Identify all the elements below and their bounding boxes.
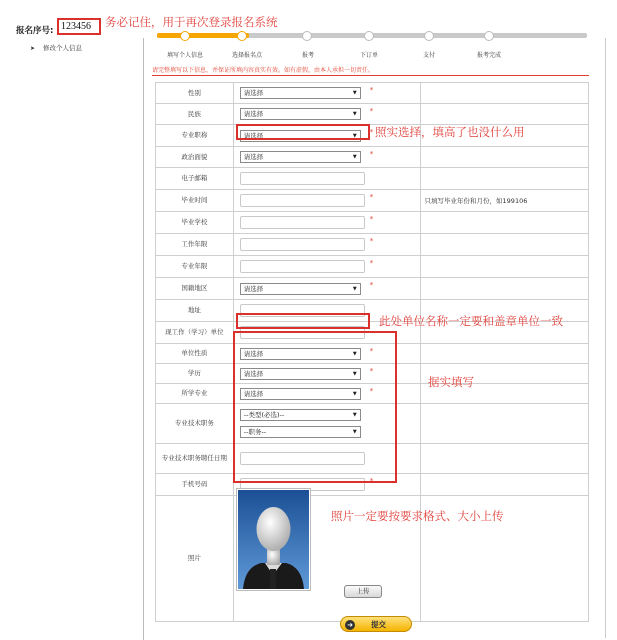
tech-type-select[interactable]: --类型(必选)-- ▼ <box>240 409 361 421</box>
nationality-select[interactable]: 请选择 ▼ <box>240 283 361 295</box>
caret-down-icon: ▼ <box>352 90 357 96</box>
step-dot-4 <box>364 31 374 41</box>
ethnicity-select[interactable]: 请选择 ▼ <box>240 108 361 120</box>
sidebar-edit-profile-link[interactable] <box>30 43 82 52</box>
arrow-right-icon: ➜ <box>345 620 355 630</box>
label-tech-date: 专业技术职务聘任日期 <box>156 444 234 474</box>
unit-type-select[interactable]: 请选择 ▼ <box>240 348 361 360</box>
caret-down-icon: ▼ <box>352 429 357 435</box>
caret-down-icon: ▼ <box>352 111 357 117</box>
title-select[interactable]: 请选择 ▼ <box>240 130 361 142</box>
step-dot-6 <box>484 31 494 41</box>
annotation-photo: 照片一定要按要求格式、大小上传 <box>331 509 504 523</box>
row-grad-school: 毕业学校 * <box>156 212 589 234</box>
step-label-5: 支付 <box>422 52 436 59</box>
steps-progress-fill <box>157 33 249 38</box>
major-select[interactable]: 请选择 ▼ <box>240 388 361 400</box>
row-education: 学历 请选择 ▼ * <box>156 364 589 384</box>
label-grad-time: 毕业时间 <box>156 190 234 212</box>
annotation-remember: 务必记住，用于再次登录报名系统 <box>105 15 278 29</box>
label-work-years: 工作年限 <box>156 234 234 256</box>
caret-down-icon: ▼ <box>352 285 357 292</box>
row-politics: 政治面貌 请选择 ▼ * <box>156 147 589 168</box>
tech-date-input[interactable] <box>240 452 365 465</box>
notice-divider <box>152 75 589 76</box>
email-input[interactable] <box>240 172 365 185</box>
caret-down-icon: ▼ <box>352 132 357 139</box>
tech-position-select[interactable]: --职务-- ▼ <box>240 426 361 438</box>
label-grad-school: 毕业学校 <box>156 212 234 234</box>
submit-label: 提交 <box>371 620 386 629</box>
label-major-years: 专业年限 <box>156 256 234 278</box>
row-work-years: 工作年限 * <box>156 234 589 256</box>
row-title: 专业职称 请选择 ▼ * <box>156 125 589 147</box>
row-gender: 性别 请选择 ▼ * <box>156 83 589 104</box>
registration-number-value: 123456 <box>57 18 101 35</box>
content-right-border <box>605 38 606 638</box>
label-photo: 照片 <box>156 496 234 622</box>
label-ethnicity: 民族 <box>156 104 234 125</box>
step-dot-5 <box>424 31 434 41</box>
row-major: 所学专业 请选择 ▼ * <box>156 384 589 404</box>
label-tech-position: 专业技术职务 <box>156 404 234 444</box>
step-label-1: 填写个人信息 <box>166 52 204 59</box>
form-notice: 请完整填写以下信息，并保证所填内容真实有效。如有虚假，由本人承担一切责任。 <box>152 67 375 74</box>
registration-form <box>155 82 589 622</box>
caret-down-icon: ▼ <box>352 350 357 357</box>
label-unit-type: 单位性质 <box>156 344 234 364</box>
row-mobile: 手机号码 * <box>156 474 589 496</box>
address-input[interactable] <box>240 304 365 317</box>
registration-number-label: 报名序号: <box>16 26 54 36</box>
row-email <box>156 168 589 190</box>
label-major: 所学专业 <box>156 384 234 404</box>
label-address: 地址 <box>156 300 234 322</box>
work-unit-input[interactable] <box>240 326 365 339</box>
label-politics: 政治面貌 <box>156 147 234 168</box>
step-label-4: 下订单 <box>359 52 379 59</box>
row-unit-type: 单位性质 请选择 ▼ * <box>156 344 589 364</box>
education-select[interactable]: 请选择 ▼ <box>240 368 361 380</box>
label-mobile: 手机号码 <box>156 474 234 496</box>
sidebar-divider <box>143 38 144 640</box>
step-label-3: 报考 <box>301 52 315 59</box>
caret-down-icon: ▼ <box>352 154 357 160</box>
submit-button[interactable] <box>340 616 412 632</box>
annotation-title: 照实选择，填高了也没什么用 <box>375 125 525 139</box>
row-tech-date <box>156 444 589 474</box>
upload-photo-button[interactable]: 上传 <box>344 585 382 598</box>
label-title: 专业职称 <box>156 125 234 147</box>
work-years-input[interactable] <box>240 238 365 251</box>
label-email: 电子邮箱 <box>156 168 234 190</box>
label-nationality: 国籍地区 <box>156 278 234 300</box>
row-nationality: 国籍地区 请选择 ▼ * <box>156 278 589 300</box>
major-years-input[interactable] <box>240 260 365 273</box>
caret-down-icon: ▼ <box>352 370 357 377</box>
annotation-fill: 据实填写 <box>428 375 474 389</box>
caret-down-icon: ▼ <box>352 412 357 418</box>
row-grad-time: 毕业时间 * 只填写毕业年份和月份，如199106 <box>156 190 589 212</box>
gender-select[interactable]: 请选择 ▼ <box>240 87 361 99</box>
sidebar-link-label: 修改个人信息 <box>43 44 83 52</box>
arrow-right-icon: ➤ <box>30 45 36 52</box>
grad-time-input[interactable] <box>240 194 365 207</box>
label-gender: 性别 <box>156 83 234 104</box>
label-work-unit: 现工作（学习）单位 <box>156 322 234 344</box>
label-education: 学历 <box>156 364 234 384</box>
step-label-6: 报考完成 <box>476 52 502 59</box>
avatar-placeholder-icon <box>237 489 310 590</box>
row-ethnicity: 民族 请选择 ▼ * <box>156 104 589 125</box>
grad-time-hint: 只填写毕业年份和月份，如199106 <box>420 190 588 212</box>
step-dot-2 <box>237 31 247 41</box>
grad-school-input[interactable] <box>240 216 365 229</box>
caret-down-icon: ▼ <box>352 390 357 397</box>
row-tech-position <box>156 404 589 444</box>
annotation-work-unit: 此处单位名称一定要和盖章单位一致 <box>379 314 563 328</box>
step-dot-3 <box>302 31 312 41</box>
photo-preview <box>236 488 311 591</box>
step-dot-1 <box>180 31 190 41</box>
step-label-2: 选择报名点 <box>231 52 263 59</box>
row-major-years: 专业年限 * <box>156 256 589 278</box>
politics-select[interactable]: 请选择 ▼ <box>240 151 361 163</box>
